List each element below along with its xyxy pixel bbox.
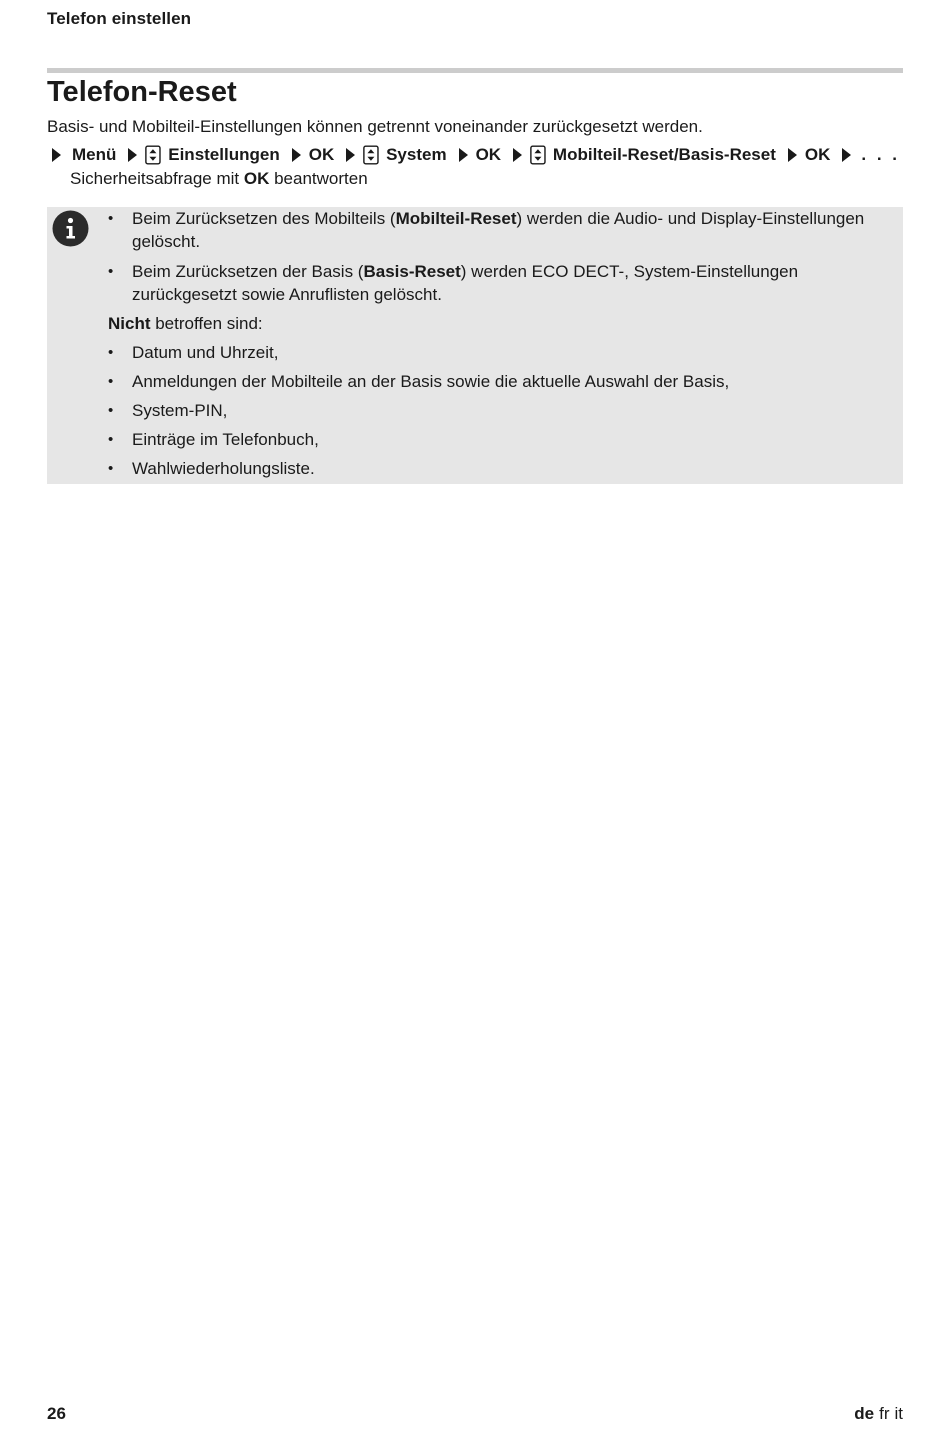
- play-triangle-icon: [842, 148, 851, 162]
- intro-text: Basis- und Mobilteil-Einstellungen können getrennt voneinander zurückgesetzt werden.: [47, 117, 703, 136]
- info-icon: [52, 210, 89, 247]
- menu-path-step: Menü: [72, 145, 117, 164]
- not-affected-heading: [108, 312, 903, 335]
- not-affected-rest: betroffen sind:: [150, 314, 263, 333]
- title-rule: [47, 68, 903, 73]
- list-item-text: Wahlwiederholungsliste.: [132, 459, 315, 478]
- menu-path: [47, 143, 907, 167]
- list-item: [108, 428, 903, 451]
- language-line: [854, 1404, 903, 1424]
- bullet-dot: •: [108, 460, 114, 477]
- play-triangle-icon: [513, 148, 522, 162]
- not-affected-bold: Nicht: [108, 314, 151, 333]
- section-title: Telefon-Reset: [47, 76, 237, 108]
- menu-path-step: OK: [475, 145, 502, 164]
- bullet-dot: •: [108, 431, 114, 448]
- list-item: [108, 399, 903, 422]
- play-triangle-icon: [459, 148, 468, 162]
- menu-path-ellipsis: . . .: [861, 145, 900, 164]
- bullet-text: ) werden ECO DECT-, System-Einstellungen zurückgesetzt sowie Anruflisten gelöscht.: [132, 262, 799, 304]
- language-fr: fr: [879, 1404, 890, 1423]
- list-item: [108, 260, 903, 306]
- bullet-bold: Mobilteil-Reset: [395, 209, 517, 228]
- bullet-dot: •: [108, 210, 114, 227]
- info-note-content: [108, 207, 903, 480]
- menu-path-step: System: [386, 145, 447, 164]
- up-down-key-icon: [530, 144, 546, 166]
- bullet-dot: •: [108, 373, 114, 390]
- bullet-dot: •: [108, 263, 114, 280]
- bullet-dot: •: [108, 402, 114, 419]
- list-item: [108, 457, 903, 480]
- play-triangle-icon: [292, 148, 301, 162]
- list-item-text: Datum und Uhrzeit,: [132, 343, 279, 362]
- running-header: Telefon einstellen: [47, 9, 192, 28]
- play-triangle-icon: [52, 148, 61, 162]
- play-triangle-icon: [346, 148, 355, 162]
- list-item: [108, 370, 903, 393]
- confirm-key: OK: [243, 169, 270, 188]
- menu-path-step: Mobilteil-Reset/Basis-Reset: [552, 145, 776, 164]
- list-item-text: System-PIN,: [132, 401, 228, 420]
- bullet-text: Beim Zurücksetzen der Basis (: [132, 262, 364, 281]
- list-item: [108, 207, 903, 253]
- up-down-key-icon: [145, 144, 161, 166]
- bullet-text: Beim Zurücksetzen des Mobilteils (: [132, 209, 396, 228]
- up-down-key-icon: [363, 144, 379, 166]
- play-triangle-icon: [788, 148, 797, 162]
- bullet-text: ) werden die Audio- und Display-Einstellungen gelöscht.: [132, 209, 865, 251]
- confirm-prefix: Sicherheitsabfrage mit: [70, 169, 244, 188]
- language-de: de: [854, 1404, 875, 1423]
- list-item-text: Anmeldungen der Mobilteile an der Basis sowie die aktuelle Auswahl der Basis,: [132, 372, 730, 391]
- confirm-suffix: beantworten: [269, 169, 368, 188]
- list-item-text: Einträge im Telefonbuch,: [132, 430, 319, 449]
- confirm-instruction: [70, 168, 368, 190]
- menu-path-step: OK: [804, 145, 831, 164]
- list-item: [108, 341, 903, 364]
- play-triangle-icon: [128, 148, 137, 162]
- bullet-bold: Basis-Reset: [363, 262, 461, 281]
- menu-path-step: Einstellungen: [168, 145, 280, 164]
- bullet-dot: •: [108, 344, 114, 361]
- language-it: it: [894, 1404, 903, 1423]
- page-number: 26: [47, 1404, 66, 1423]
- menu-path-step: OK: [308, 145, 335, 164]
- info-note: [47, 207, 903, 484]
